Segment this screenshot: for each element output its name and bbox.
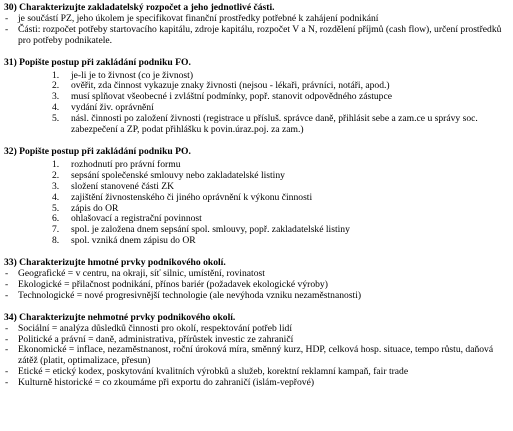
item-text: zajištění živnostenského či jiného oprávnění k výkonu činnosti xyxy=(71,191,313,203)
item-number: 1. xyxy=(52,69,60,81)
bullet-list xyxy=(4,269,509,302)
list-item: - Kulturně historické = co zkoumáme při exportu do zahraničí (islám-vepřové) xyxy=(4,378,509,389)
item-text: rozhodnutí pro právní formu xyxy=(71,158,181,170)
item-text: zápis do OR xyxy=(71,202,119,214)
item-number: 8. xyxy=(52,235,60,247)
list-item: - je součástí PZ, jeho úkolem je specifikovat finanční prostředky potřebné k zahájení podnikání xyxy=(4,14,509,25)
section-heading: 32) Popište postup při zakládání podniku PO. xyxy=(4,145,191,157)
section-31 xyxy=(4,58,509,136)
numbered-list xyxy=(4,71,509,136)
item-number: 2. xyxy=(52,80,60,92)
item-number: 6. xyxy=(52,213,60,225)
item-text: je-li je to živnost (co je živnost) xyxy=(71,69,194,81)
bullet-list xyxy=(4,324,509,389)
list-item: - Technologické = nové progresivnější technologie (ale nevýhoda vzniku nezaměstnanosti) xyxy=(4,291,509,302)
list-item: - Ekonomické = inflace, nezaměstnanost, roční úroková míra, směnný kurz, HDP, celková hosp. situace, tempo růstu, daňová zátěž (platit, optimalizace, přesun) xyxy=(4,345,509,367)
list-item: - Etické = etický kodex, poskytování kvalitních výrobků a služeb, korektní reklamní kampaň, fair trade xyxy=(4,367,509,378)
numbered-list xyxy=(4,160,509,247)
list-item: - Geografické = v centru, na okraji, síť silnic, umístění, rovinatost xyxy=(4,269,509,280)
list-item: - Politické a právní = daně, administrativa, přírůstek investic ze zahraničí xyxy=(4,335,509,346)
item-number: 2. xyxy=(52,169,60,181)
item-number: 5. xyxy=(52,113,60,125)
list-item xyxy=(4,236,509,247)
list-item: - Části: rozpočet potřeby startovacího kapitálu, zdroje kapitálu, rozpočet V a N, rozdělení příjmů (cash flow), určení prostředků pro potřeby podnikatele. xyxy=(4,25,509,47)
item-text: spol. vzniká dnem zápisu do OR xyxy=(71,235,196,247)
section-heading: 30) Charakterizujte zakladatelský rozpočet a jeho jednotlivé části. xyxy=(4,2,275,13)
item-text: složení stanovené části ZK xyxy=(71,180,175,192)
section-33 xyxy=(4,258,509,302)
item-number: 4. xyxy=(52,102,60,114)
item-text: vydání živ. oprávnění xyxy=(71,102,154,114)
section-30 xyxy=(4,3,509,47)
item-number: 5. xyxy=(52,202,60,214)
item-number: 4. xyxy=(52,191,60,203)
item-number: 7. xyxy=(52,224,60,236)
item-text: ověřit, zda činnost vykazuje znaky živnosti (nejsou - lékaři, právníci, notáři, apod.) xyxy=(71,80,390,92)
item-text: ohlašovací a registrační povinnost xyxy=(71,213,202,225)
bullet-list xyxy=(4,14,509,47)
section-34 xyxy=(4,313,509,389)
list-item: - Sociální = analýza důsledků činnosti pro okolí, respektování potřeb lidí xyxy=(4,324,509,335)
section-heading: 33) Charakterizujte hmotné prvky podnikového okolí. xyxy=(4,257,226,269)
section-heading: 31) Popište postup při zakládání podniku FO. xyxy=(4,56,191,68)
item-text: násl. činnosti po založení živnosti (registrace u přísluš. správce daně, přihlásit sebe a zam.ce u správy soc. zabezpečení a ZP, podat přihlášku k povin.úraz.poj. za zam.) xyxy=(71,113,478,136)
item-number: 3. xyxy=(52,180,60,192)
item-text: sepsání společenské smlouvy nebo zakladatelské listiny xyxy=(71,169,285,181)
section-32 xyxy=(4,147,509,247)
section-heading: 34) Charakterizujte nehmotné prvky podnikového okolí. xyxy=(4,311,236,323)
list-item xyxy=(4,114,509,136)
item-text: musí splňovat všeobecné i zvláštní podmínky, popř. stanovit odpovědného zástupce xyxy=(71,91,392,103)
item-number: 1. xyxy=(52,158,60,170)
list-item: - Ekologické = přilačnost podnikání, přínos bariér (požadavek ekologické výroby) xyxy=(4,280,509,291)
item-number: 3. xyxy=(52,91,60,103)
item-text: spol. je založena dnem sepsání spol. smlouvy, popř. zakladatelské listiny xyxy=(71,224,350,236)
